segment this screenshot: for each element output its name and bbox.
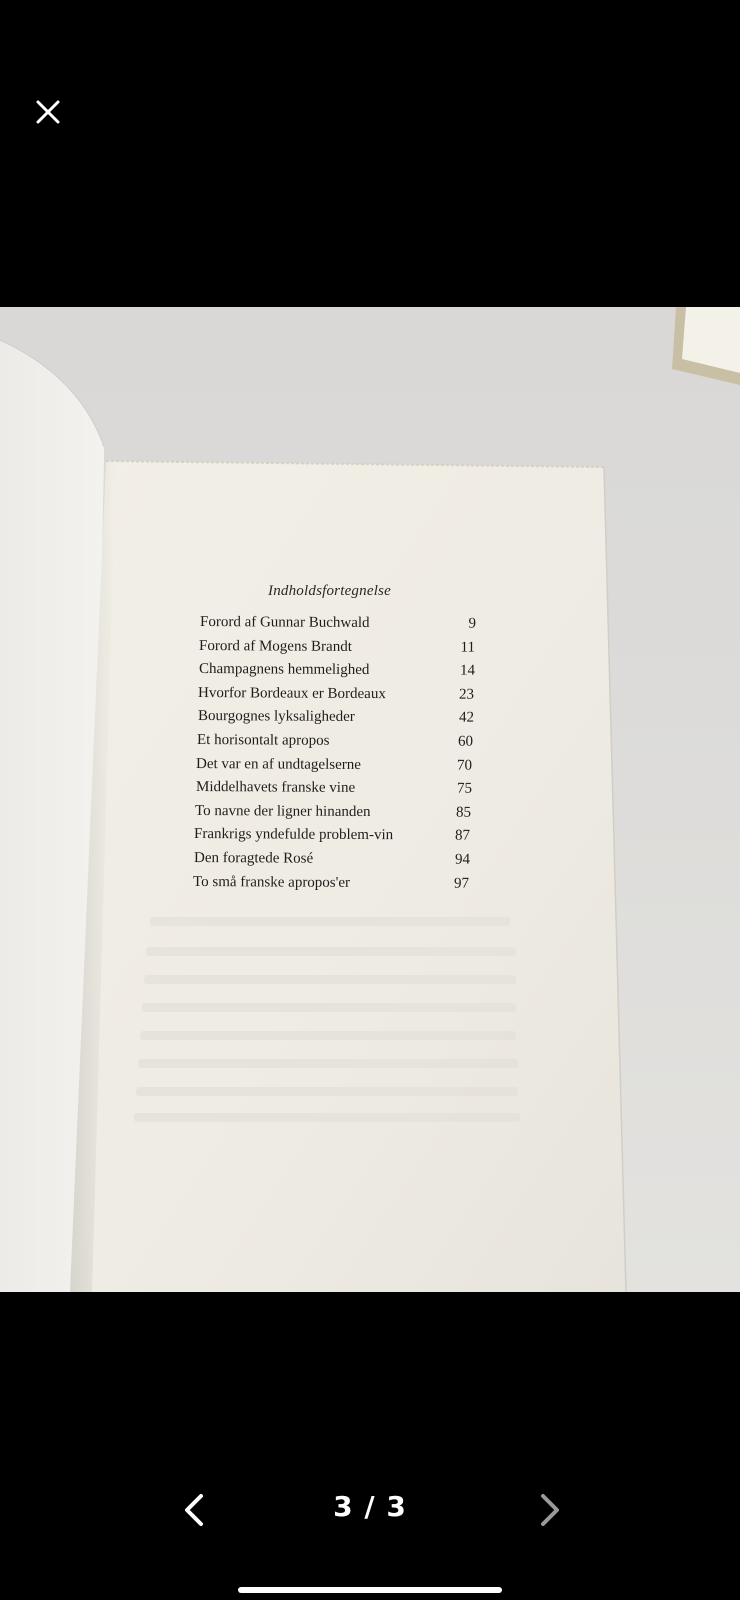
toc-entry-title: To navne der ligner hinanden <box>194 802 371 820</box>
previous-button[interactable] <box>174 1488 214 1532</box>
toc-entry-page: 11 <box>460 639 476 656</box>
toc-entry <box>193 874 469 896</box>
table-of-contents-page <box>0 307 740 1292</box>
toc-entry-page: 75 <box>456 780 472 797</box>
toc-entry-page: 14 <box>459 662 475 679</box>
toc-entry-title: Forord af Gunnar Buchwald <box>199 614 370 632</box>
close-icon <box>28 92 68 132</box>
toc-entry-title: Forord af Mogens Brandt <box>199 637 353 655</box>
toc-entry <box>196 756 472 778</box>
toc-entry-title: To små franske apropos'er <box>193 873 351 891</box>
toc-entry <box>197 732 473 754</box>
chevron-left-icon <box>174 1488 214 1532</box>
close-button[interactable] <box>28 92 68 132</box>
toc-entry-title: Det var en af undtagelserne <box>196 755 362 773</box>
toc-entry-page: 97 <box>454 875 470 892</box>
toc-entry <box>199 638 475 660</box>
toc-entry-page: 9 <box>468 615 477 632</box>
toc-entry-title: Et horisontalt apropos <box>196 732 330 749</box>
toc-entry <box>196 779 472 801</box>
toc-entry-page: 70 <box>457 757 473 774</box>
photo <box>0 307 740 1292</box>
home-indicator <box>238 1587 502 1593</box>
toc-entry-page: 42 <box>458 709 474 727</box>
toc-entry <box>194 850 470 872</box>
toc-entry-page: 85 <box>455 804 472 821</box>
next-button[interactable] <box>530 1488 570 1532</box>
toc-entry-title: Middelhavets franske vine <box>195 779 355 797</box>
toc-entry-page: 60 <box>457 733 473 750</box>
chevron-right-icon <box>530 1488 570 1532</box>
toc-entry-title: Champagnens hemmelighed <box>198 661 370 679</box>
toc-entry <box>199 661 475 683</box>
toc-entry <box>197 708 473 730</box>
toc-entry-page: 87 <box>455 827 471 845</box>
toc-entry-title: Hvorfor Bordeaux er Bordeaux <box>198 684 387 702</box>
toc-entry-title: Bourgognes lyksaligheder <box>197 708 355 726</box>
toc-entry-page: 23 <box>459 686 475 703</box>
toc-entry <box>200 614 476 636</box>
toc-entry-page: 94 <box>454 851 470 868</box>
toc-entry <box>198 685 474 707</box>
image-counter: 3 / 3 <box>333 1490 407 1523</box>
toc-entry-title: Den foragtede Rosé <box>193 850 313 867</box>
toc-entry <box>194 826 470 848</box>
toc-entry-title: Frankrigs yndefulde problem-vin <box>194 826 394 844</box>
toc-entry <box>195 803 471 825</box>
toc-title: Indholdsfortegnelse <box>268 583 391 599</box>
